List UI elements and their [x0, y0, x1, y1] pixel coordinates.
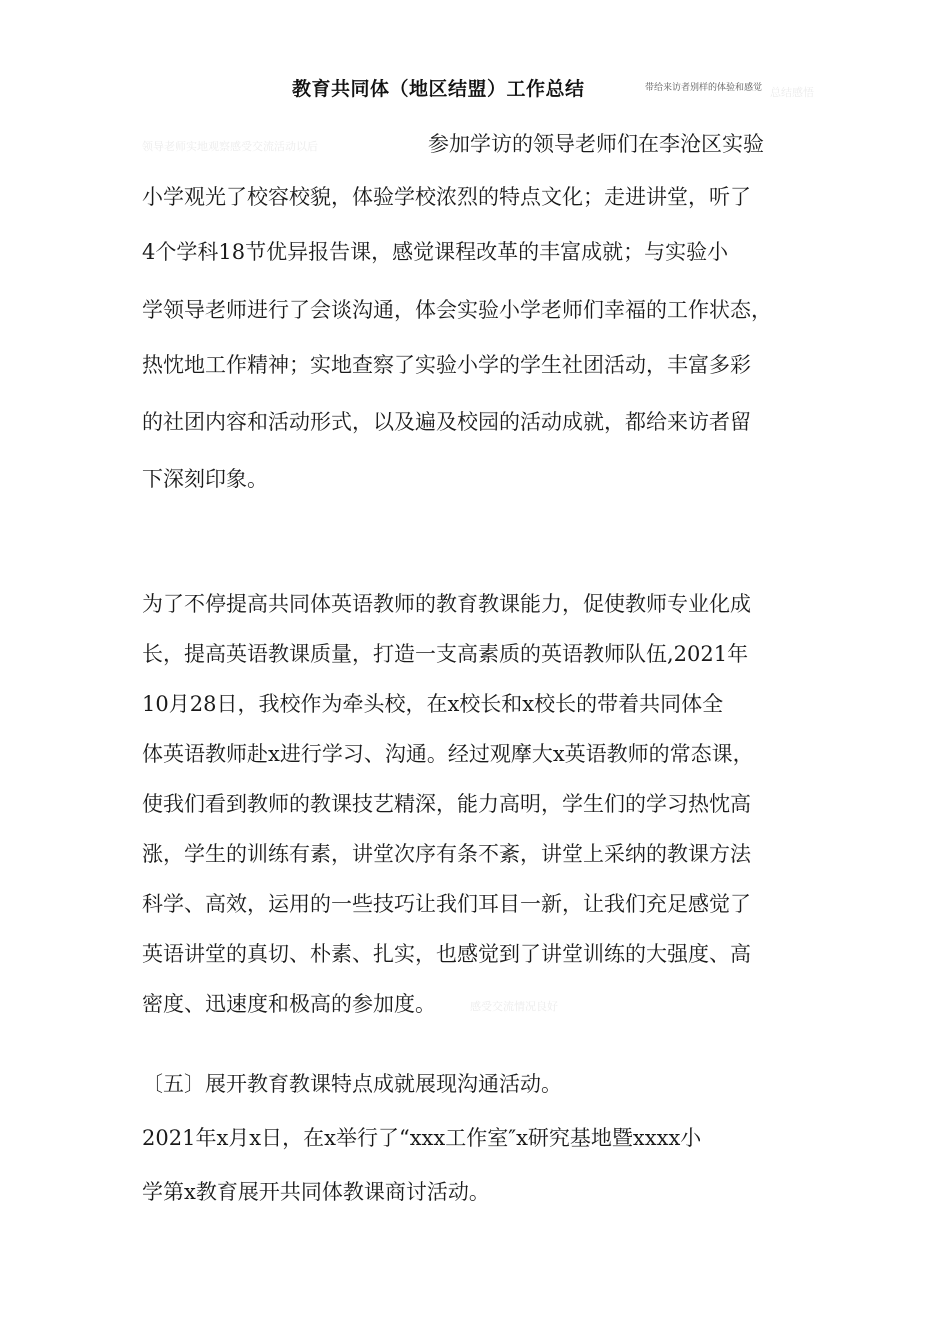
paragraph-2-line: 10月28日，我校作为牵头校，在x校长和x校长的带着共同体全 [142, 692, 724, 716]
section-5-heading: 〔五〕展开教育教课特点成就展现沟通活动。 [142, 1072, 562, 1096]
faint-watermark-text-bottom: 感受交流情况良好 [470, 1000, 558, 1013]
paragraph-2-line: 涨，学生的训练有素，讲堂次序有条不紊，讲堂上采纳的教课方法 [142, 842, 751, 866]
document-title: 教育共同体（地区结盟）工作总结 [292, 78, 585, 100]
paragraph-1-line: 参加学访的领导老师们在李沧区实验 [428, 132, 764, 156]
paragraph-1-line: 4个学科18节优异报告课，感觉课程改革的丰富成就；与实验小 [142, 240, 729, 264]
faint-watermark-text-left: 领导老师实地观察感受交流活动以后 [142, 140, 318, 153]
faint-watermark-text-right: 总结感悟 [770, 86, 814, 99]
paragraph-1-line: 小学观光了校容校貌，体验学校浓烈的特点文化；走进讲堂，听了 [142, 185, 751, 209]
paragraph-1-line: 下深刻印象。 [142, 467, 268, 491]
section-5-line: 学第x教育展开共同体教课商讨活动。 [142, 1180, 490, 1204]
paragraph-2-line: 密度、迅速度和极高的参加度。 [142, 992, 436, 1016]
paragraph-1-line: 的社团内容和活动形式，以及遍及校园的活动成就，都给来访者留 [142, 410, 751, 434]
paragraph-2-line: 体英语教师赴x进行学习、沟通。经过观摩大x英语教师的常态课， [142, 742, 754, 766]
section-5-line: 2021年x月x日，在x举行了“xxx工作室″x研究基地暨xxxx小 [142, 1126, 702, 1150]
paragraph-2-line: 使我们看到教师的教课技艺精深，能力高明，学生们的学习热忱高 [142, 792, 751, 816]
paragraph-2-line: 为了不停提高共同体英语教师的教育教课能力，促使教师专业化成 [142, 592, 751, 616]
paragraph-2-line: 长，提高英语教课质量，打造一支高素质的英语教师队伍,2021年 [142, 642, 749, 666]
title-side-note: 带给来访者别样的体验和感觉 [645, 83, 763, 93]
paragraph-2-line: 英语讲堂的真切、朴素、扎实，也感觉到了讲堂训练的大强度、高 [142, 942, 751, 966]
paragraph-2-line: 科学、高效，运用的一些技巧让我们耳目一新，让我们充足感觉了 [142, 892, 751, 916]
paragraph-1-line: 热忱地工作精神；实地查察了实验小学的学生社团活动，丰富多彩 [142, 353, 751, 377]
paragraph-1-line: 学领导老师进行了会谈沟通，体会实验小学老师们幸福的工作状态， [142, 298, 772, 322]
